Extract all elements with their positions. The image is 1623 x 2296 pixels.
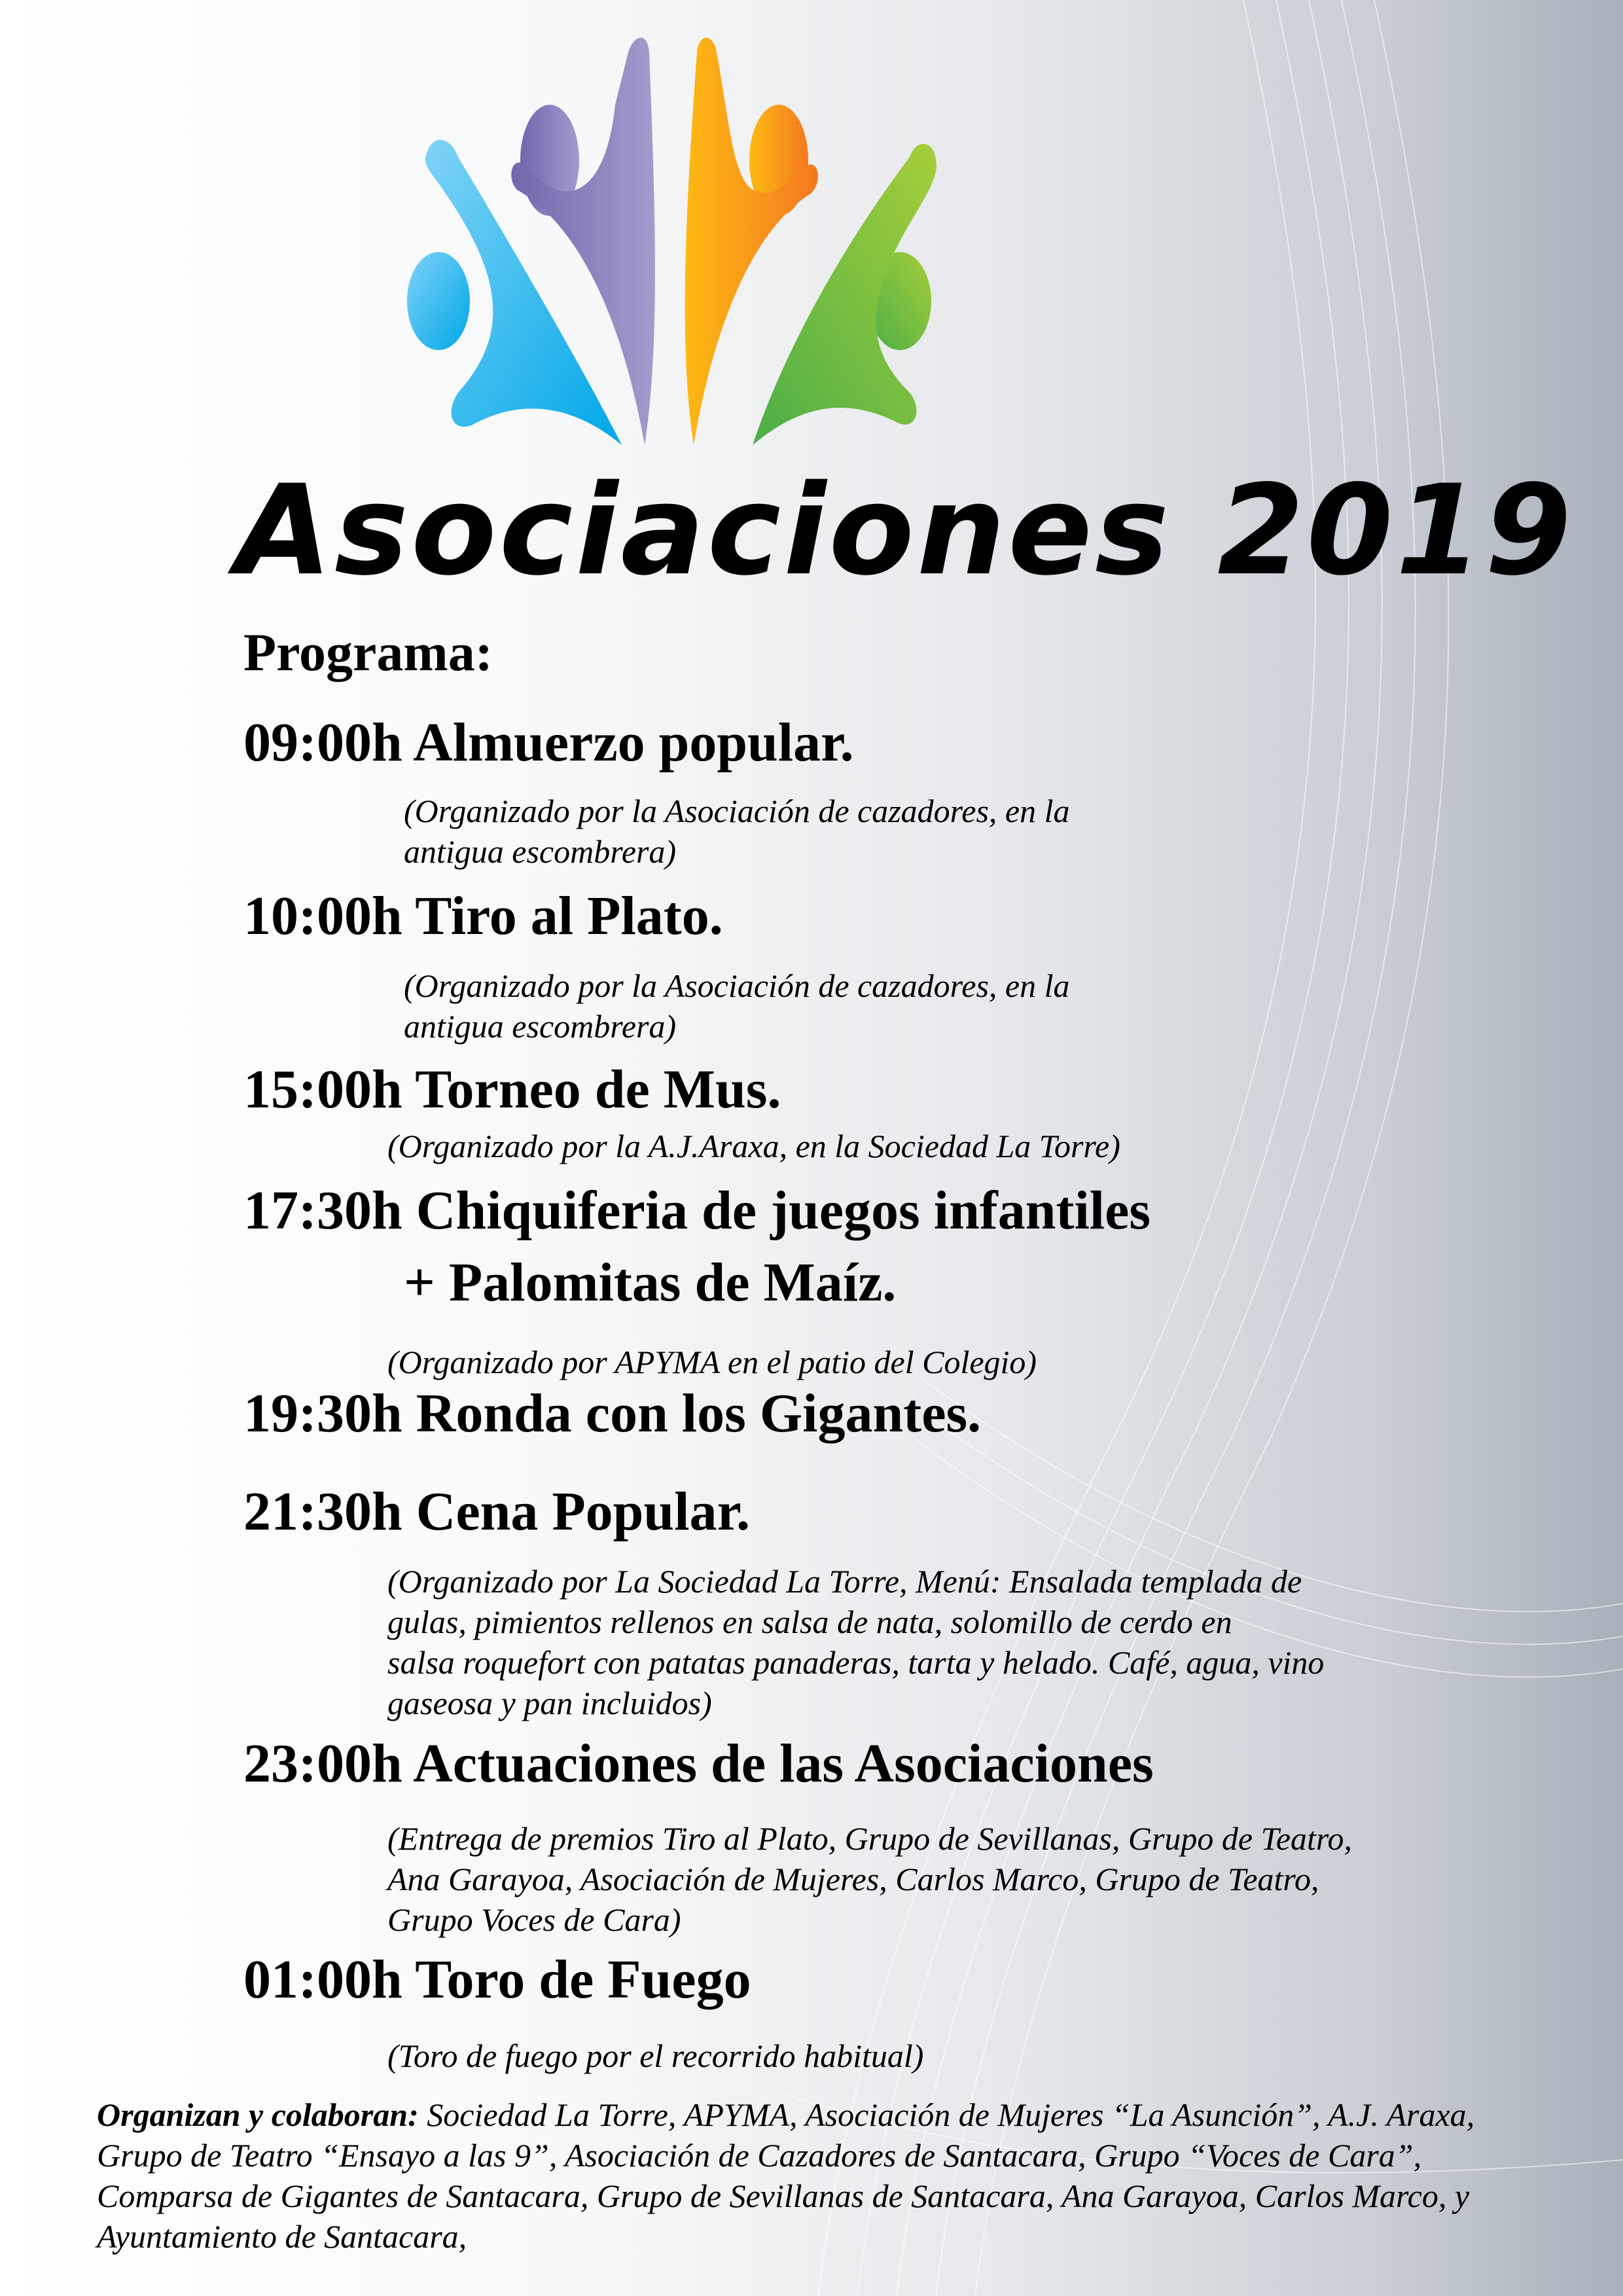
event-time: 23:00h bbox=[243, 1733, 402, 1794]
event-time: 19:30h bbox=[243, 1383, 402, 1444]
program-label: Programa: bbox=[243, 622, 493, 682]
event-time: 10:00h bbox=[243, 886, 402, 946]
event-note: (Organizado por la Asociación de cazadores, en la antigua escombrera) bbox=[404, 967, 1070, 1045]
event-time: 09:00h bbox=[243, 712, 402, 773]
event-time: 17:30h bbox=[243, 1180, 402, 1241]
event-item bbox=[243, 880, 1070, 1047]
blue-figure-head bbox=[407, 252, 470, 350]
event-item bbox=[243, 1378, 981, 1450]
event-time: 01:00h bbox=[243, 1949, 402, 2010]
event-time: 15:00h bbox=[243, 1059, 402, 1120]
event-item bbox=[243, 1944, 923, 2076]
event-heading bbox=[243, 880, 1070, 952]
organizers-list: Sociedad La Torre, APYMA, Asociación de Mujeres “La Asunción”, A.J. Araxa, Grupo de Teatro “Ensayo a las 9”, Asociación de Cazadores de Santacara, Grupo “Voces de Cara”, Comparsa de Gigantes de Santacara, Grupo de Sevillanas de Santacara, Ana Garayoa, Carlos Marco, y Ayuntamiento de Santacara, bbox=[97, 2096, 1475, 2255]
event-title: Ronda con los Gigantes. bbox=[416, 1383, 982, 1444]
event-note: (Organizado por la A.J.Araxa, en la Sociedad La Torre) bbox=[387, 1128, 1120, 1164]
event-heading bbox=[243, 1054, 1120, 1126]
event-title: Cena Popular. bbox=[416, 1481, 751, 1542]
event-heading bbox=[243, 1378, 981, 1450]
organizers-label: Organizan y colaboran: bbox=[97, 2096, 419, 2133]
event-heading bbox=[243, 1944, 923, 2016]
event-time: 21:30h bbox=[243, 1481, 402, 1542]
event-title: Chiquiferia de juegos infantiles bbox=[416, 1180, 1151, 1241]
event-heading bbox=[243, 707, 1070, 779]
event-note: (Organizado por La Sociedad La Torre, Menú: Ensalada templada de gulas, pimientos rellenos en salsa de nata, solomillo de cerdo en salsa roquefort con patatas panaderas, tarta y helado. Café, agua, vino gaseosa y pan incluidos) bbox=[387, 1563, 1325, 1721]
event-title: Tiro al Plato. bbox=[415, 886, 723, 946]
event-title: Almuerzo popular. bbox=[413, 712, 854, 773]
event-note: (Entrega de premios Tiro al Plato, Grupo de Sevillanas, Grupo de Teatro, Ana Garayoa, Asociación de Mujeres, Carlos Marco, Grupo de Teatro, Grupo Voces de Cara) bbox=[387, 1820, 1353, 1938]
event-title: Torneo de Mus. bbox=[415, 1059, 781, 1120]
poster-title: Asociaciones 2019 bbox=[236, 458, 1575, 603]
event-title-continuation: + Palomitas de Maíz. bbox=[404, 1252, 897, 1313]
event-note: (Toro de fuego por el recorrido habitual) bbox=[387, 2037, 924, 2074]
event-note: (Organizado por APYMA en el patio del Colegio) bbox=[387, 1344, 1037, 1380]
people-celebrating-logo-icon bbox=[386, 26, 1171, 452]
organizers-footer bbox=[97, 2094, 1563, 2257]
event-title: Toro de Fuego bbox=[415, 1949, 751, 2010]
event-heading bbox=[243, 1728, 1352, 1800]
event-heading bbox=[243, 1476, 1324, 1548]
event-item bbox=[243, 707, 1070, 872]
event-item bbox=[243, 1476, 1324, 1723]
event-note: (Organizado por la Asociación de cazadores, en la antigua escombrera) bbox=[404, 793, 1070, 870]
event-item bbox=[243, 1728, 1352, 1940]
event-title: Actuaciones de las Asociaciones bbox=[413, 1733, 1154, 1794]
event-item bbox=[243, 1175, 1150, 1382]
event-item bbox=[243, 1054, 1120, 1166]
event-heading bbox=[243, 1175, 1150, 1319]
